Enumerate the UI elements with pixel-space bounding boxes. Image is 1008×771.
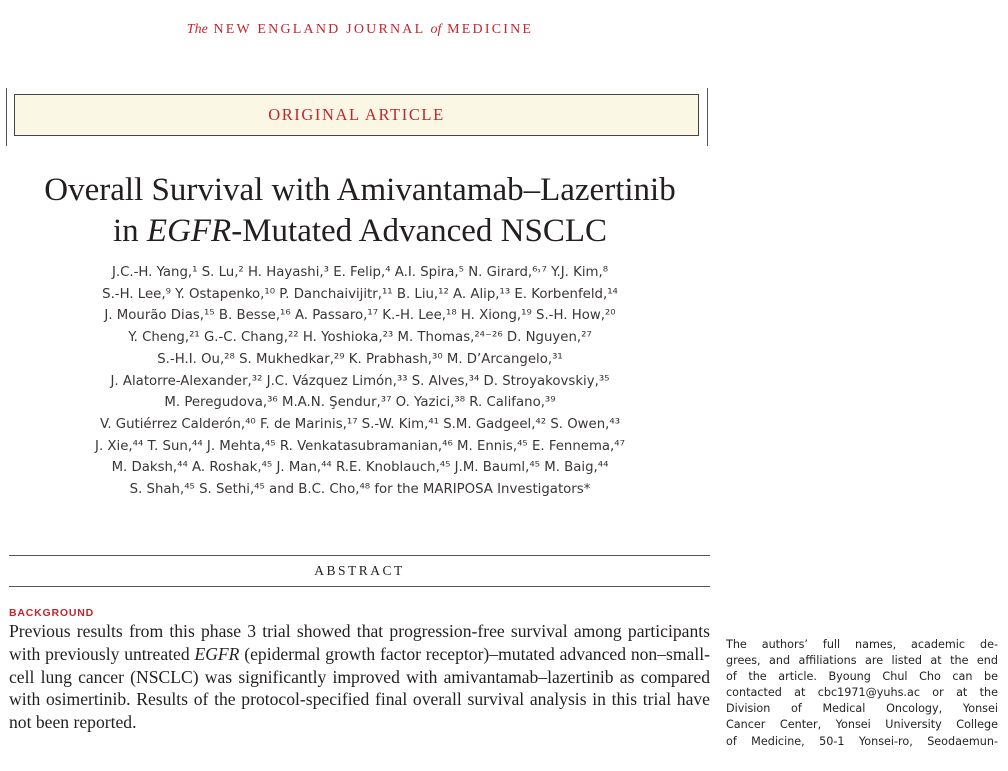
background-heading: BACKGROUND bbox=[9, 607, 94, 619]
journal-name-part1: NEW ENGLAND JOURNAL bbox=[213, 22, 425, 37]
author-line: J. Mourão Dias,¹⁵ B. Besse,¹⁶ A. Passaro,¹⁷ K.-H. Lee,¹⁸ H. Xiong,¹⁹ S.-H. How,²⁰ bbox=[104, 308, 616, 324]
journal-header bbox=[0, 22, 720, 38]
journal-the: The bbox=[186, 22, 208, 37]
background-gene: EGFR bbox=[194, 643, 240, 664]
article-type-banner: ORIGINAL ARTICLE bbox=[14, 94, 699, 136]
side-note-line: grees, and affiliations are listed at the end bbox=[726, 654, 998, 668]
background-paragraph bbox=[9, 620, 710, 734]
article-title bbox=[0, 170, 720, 252]
author-line: V. Gutiérrez Calderón,⁴⁰ F. de Marinis,¹⁷ S.-W. Kim,⁴¹ S.M. Gadgeel,⁴² S. Owen,⁴³ bbox=[99, 416, 621, 432]
author-line: J. Xie,⁴⁴ T. Sun,⁴⁴ J. Mehta,⁴⁵ R. Venkatasubramanian,⁴⁶ M. Ennis,⁴⁵ E. Fennema,⁴⁷ bbox=[95, 438, 625, 454]
abstract-bottom-rule bbox=[9, 586, 710, 587]
side-note-line: of Medicine, 50-1 Yonsei-ro, Seodaemun- bbox=[726, 734, 998, 748]
author-line: S. Shah,⁴⁵ S. Sethi,⁴⁵ and B.C. Cho,⁴⁸ for the MARIPOSA Investigators* bbox=[129, 482, 591, 498]
title-line-1: Overall Survival with Amivantamab–Lazertinib bbox=[44, 172, 676, 208]
title-line-2-pre: in bbox=[112, 213, 147, 249]
side-note-line: Cancer Center, Yonsei University College bbox=[726, 718, 998, 732]
abstract-heading: ABSTRACT bbox=[314, 563, 405, 578]
frame-right-rule bbox=[707, 88, 708, 146]
title-line-2-post: -Mutated Advanced NSCLC bbox=[231, 213, 607, 249]
abstract-top-rule bbox=[9, 555, 710, 556]
side-note-line: contacted at cbc1971@yuhs.ac or at the bbox=[726, 686, 998, 700]
author-line: Y. Cheng,²¹ G.-C. Chang,²² H. Yoshioka,²³ M. Thomas,²⁴⁻²⁶ D. Nguyen,²⁷ bbox=[128, 330, 592, 346]
author-line: S.-H. Lee,⁹ Y. Ostapenko,¹⁰ P. Danchaivijitr,¹¹ B. Liu,¹² A. Alip,¹³ E. Korbenfeld,¹⁴ bbox=[102, 286, 618, 302]
author-line: J. Alatorre-Alexander,³² J.C. Vázquez Limón,³³ S. Alves,³⁴ D. Stroyakovskiy,³⁵ bbox=[110, 373, 610, 389]
journal-of: of bbox=[430, 22, 442, 37]
side-note-line: Division of Medical Oncology, Yonsei bbox=[726, 702, 998, 716]
author-line: M. Daksh,⁴⁴ A. Roshak,⁴⁵ J. Man,⁴⁴ R.E. Knoblauch,⁴⁵ J.M. Bauml,⁴⁵ M. Baig,⁴⁴ bbox=[111, 460, 609, 476]
author-affiliation-note bbox=[726, 637, 998, 771]
author-line: J.C.-H. Yang,¹ S. Lu,² H. Hayashi,³ E. Felip,⁴ A.I. Spira,⁵ N. Girard,⁶˒⁷ Y.J. Kim,⁸ bbox=[111, 265, 609, 280]
background-text-post: (epidermal growth factor receptor)–mutated advanced non–small-cell lung cancer (NSCLC) was significantly improved with amivantamab–lazertinib as compared with osimertinib. Results of the protocol-specified final overall survival analysis in this trial have not been reported. bbox=[9, 643, 710, 733]
background-text-pre: Previous results from this phase 3 trial showed that progression-free survival among participants with previously untreated bbox=[9, 621, 710, 664]
author-line: M. Peregudova,³⁶ M.A.N. Şendur,³⁷ O. Yazici,³⁸ R. Califano,³⁹ bbox=[164, 395, 556, 411]
side-note-line: The authors’ full names, academic de- bbox=[726, 638, 998, 651]
author-list bbox=[0, 262, 720, 501]
frame-left-rule bbox=[6, 88, 7, 146]
title-gene: EGFR bbox=[146, 213, 232, 249]
side-note-line: of the article. Byoung Chul Cho can be bbox=[726, 670, 998, 684]
journal-name-part2: MEDICINE bbox=[447, 22, 534, 37]
author-line: S.-H.I. Ou,²⁸ S. Mukhedkar,²⁹ K. Prabhash,³⁰ M. D’Arcangelo,³¹ bbox=[157, 351, 563, 367]
